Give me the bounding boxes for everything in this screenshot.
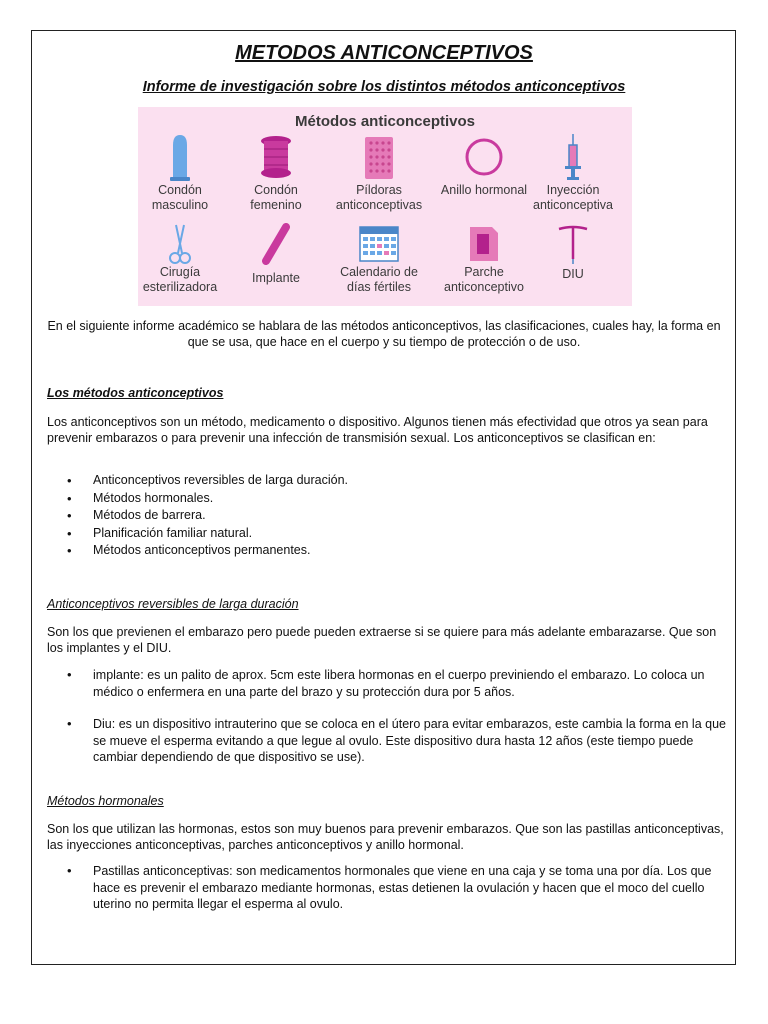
implant-icon (256, 223, 296, 265)
list-item: • Métodos anticonceptivos permanentes. (47, 542, 727, 560)
male-condom-icon (160, 133, 200, 183)
section-paragraph: Son los que utilizan las hormonas, estos son muy buenos para prevenir embarazos. Que son las pastillas anticonceptivas, las inyecciones anticonceptivas, parches anticonceptivos y anillo hormonal. (47, 822, 724, 852)
infographic-title: Métodos anticonceptivos (294, 113, 476, 130)
tile-iud (524, 223, 622, 282)
tile-syringe (524, 133, 622, 213)
tile-label: DIU (562, 267, 584, 281)
tile-male-condom (131, 133, 229, 213)
list-item: • implante: es un palito de aprox. 5cm este libera hormonas en el cuerpo previniendo el embarazo. Lo coloca un médico o enfermera en una parte del brazo y su protección dura por 5 años. (47, 667, 727, 700)
tile-implant (227, 223, 325, 286)
tile-label: Píldoras anticonceptivas (335, 183, 423, 212)
section-heading: Métodos hormonales (47, 794, 164, 808)
calendar-icon (357, 223, 401, 265)
iud-icon (553, 223, 593, 265)
tile-label: Cirugía esterilizadora (142, 265, 218, 294)
tile-label: Condón masculino (151, 183, 209, 212)
pills-icon (359, 133, 399, 183)
ring-icon (464, 133, 504, 183)
tile-female-condom (227, 133, 325, 213)
list-item: • Anticonceptivos reversibles de larga duración. (47, 472, 727, 490)
list-item: • Planificación familiar natural. (47, 525, 727, 543)
intro-paragraph: En el siguiente informe académico se hablara de las métodos anticonceptivos, las clasificaciones, cuales hay, la forma en que se usa, que hace en el cuerpo y su tiempo de protección o de uso. (47, 319, 721, 349)
tile-label: Condón femenino (250, 183, 302, 212)
female-condom-icon (256, 133, 296, 183)
tile-patch (435, 223, 533, 295)
document-subtitle: Informe de investigación sobre los distintos métodos anticonceptivos (142, 79, 626, 95)
tile-pills (330, 133, 428, 213)
section-heading: Anticonceptivos reversibles de larga duración (47, 597, 299, 611)
tile-ring (435, 133, 533, 198)
patch-icon (464, 223, 504, 265)
hormonal-list (47, 863, 727, 913)
tile-label: Calendario de días fértiles (340, 265, 418, 294)
tile-label: Anillo hormonal (440, 183, 528, 197)
contraceptive-methods-infographic (138, 107, 632, 306)
classification-list (47, 472, 727, 560)
section-heading: Los métodos anticonceptivos (47, 386, 224, 400)
tile-label: Parche anticonceptivo (444, 265, 524, 294)
list-item: • Diu: es un dispositivo intrauterino que se coloca en el útero para evitar embarazos, este cambia la forma en la que se mueve el esperma evitando a que legue al ovulo. Este dispositivo dura hasta 12 años (este tiempo puede cambiar dependiendo de que dispositivo se use). (47, 716, 727, 766)
larc-list (47, 667, 727, 766)
tile-label: Implante (252, 271, 300, 285)
surgical-scissors-icon (160, 223, 200, 265)
tile-calendar (330, 223, 428, 295)
tile-surgery (131, 223, 229, 295)
section-paragraph: Los anticonceptivos son un método, medicamento o dispositivo. Algunos tienen más efectividad que otros ya sean para prevenir embarazos o para prevenir una infección de transmisión sexual. Los anticonceptivos se clasifican en: (47, 415, 708, 445)
list-item: • Métodos de barrera. (47, 507, 727, 525)
syringe-icon (553, 133, 593, 183)
list-item: • Pastillas anticonceptivas: son medicamentos hormonales que viene en una caja y se toma una por día. Los que hace es prevenir el embarazo mediante hormonas, estas detienen la ovulación y hacen que el moco del cuello uterino no permita llegar el esperma al ovulo. (47, 863, 727, 913)
list-item: • Métodos hormonales. (47, 490, 727, 508)
section-paragraph: Son los que previenen el embarazo pero puede pueden extraerse si se quiere para más adelante embarazarse. Que son los implantes y el DIU. (47, 625, 717, 655)
tile-label: Inyección anticonceptiva (533, 183, 613, 212)
document-title: METODOS ANTICONCEPTIVOS (235, 42, 533, 64)
